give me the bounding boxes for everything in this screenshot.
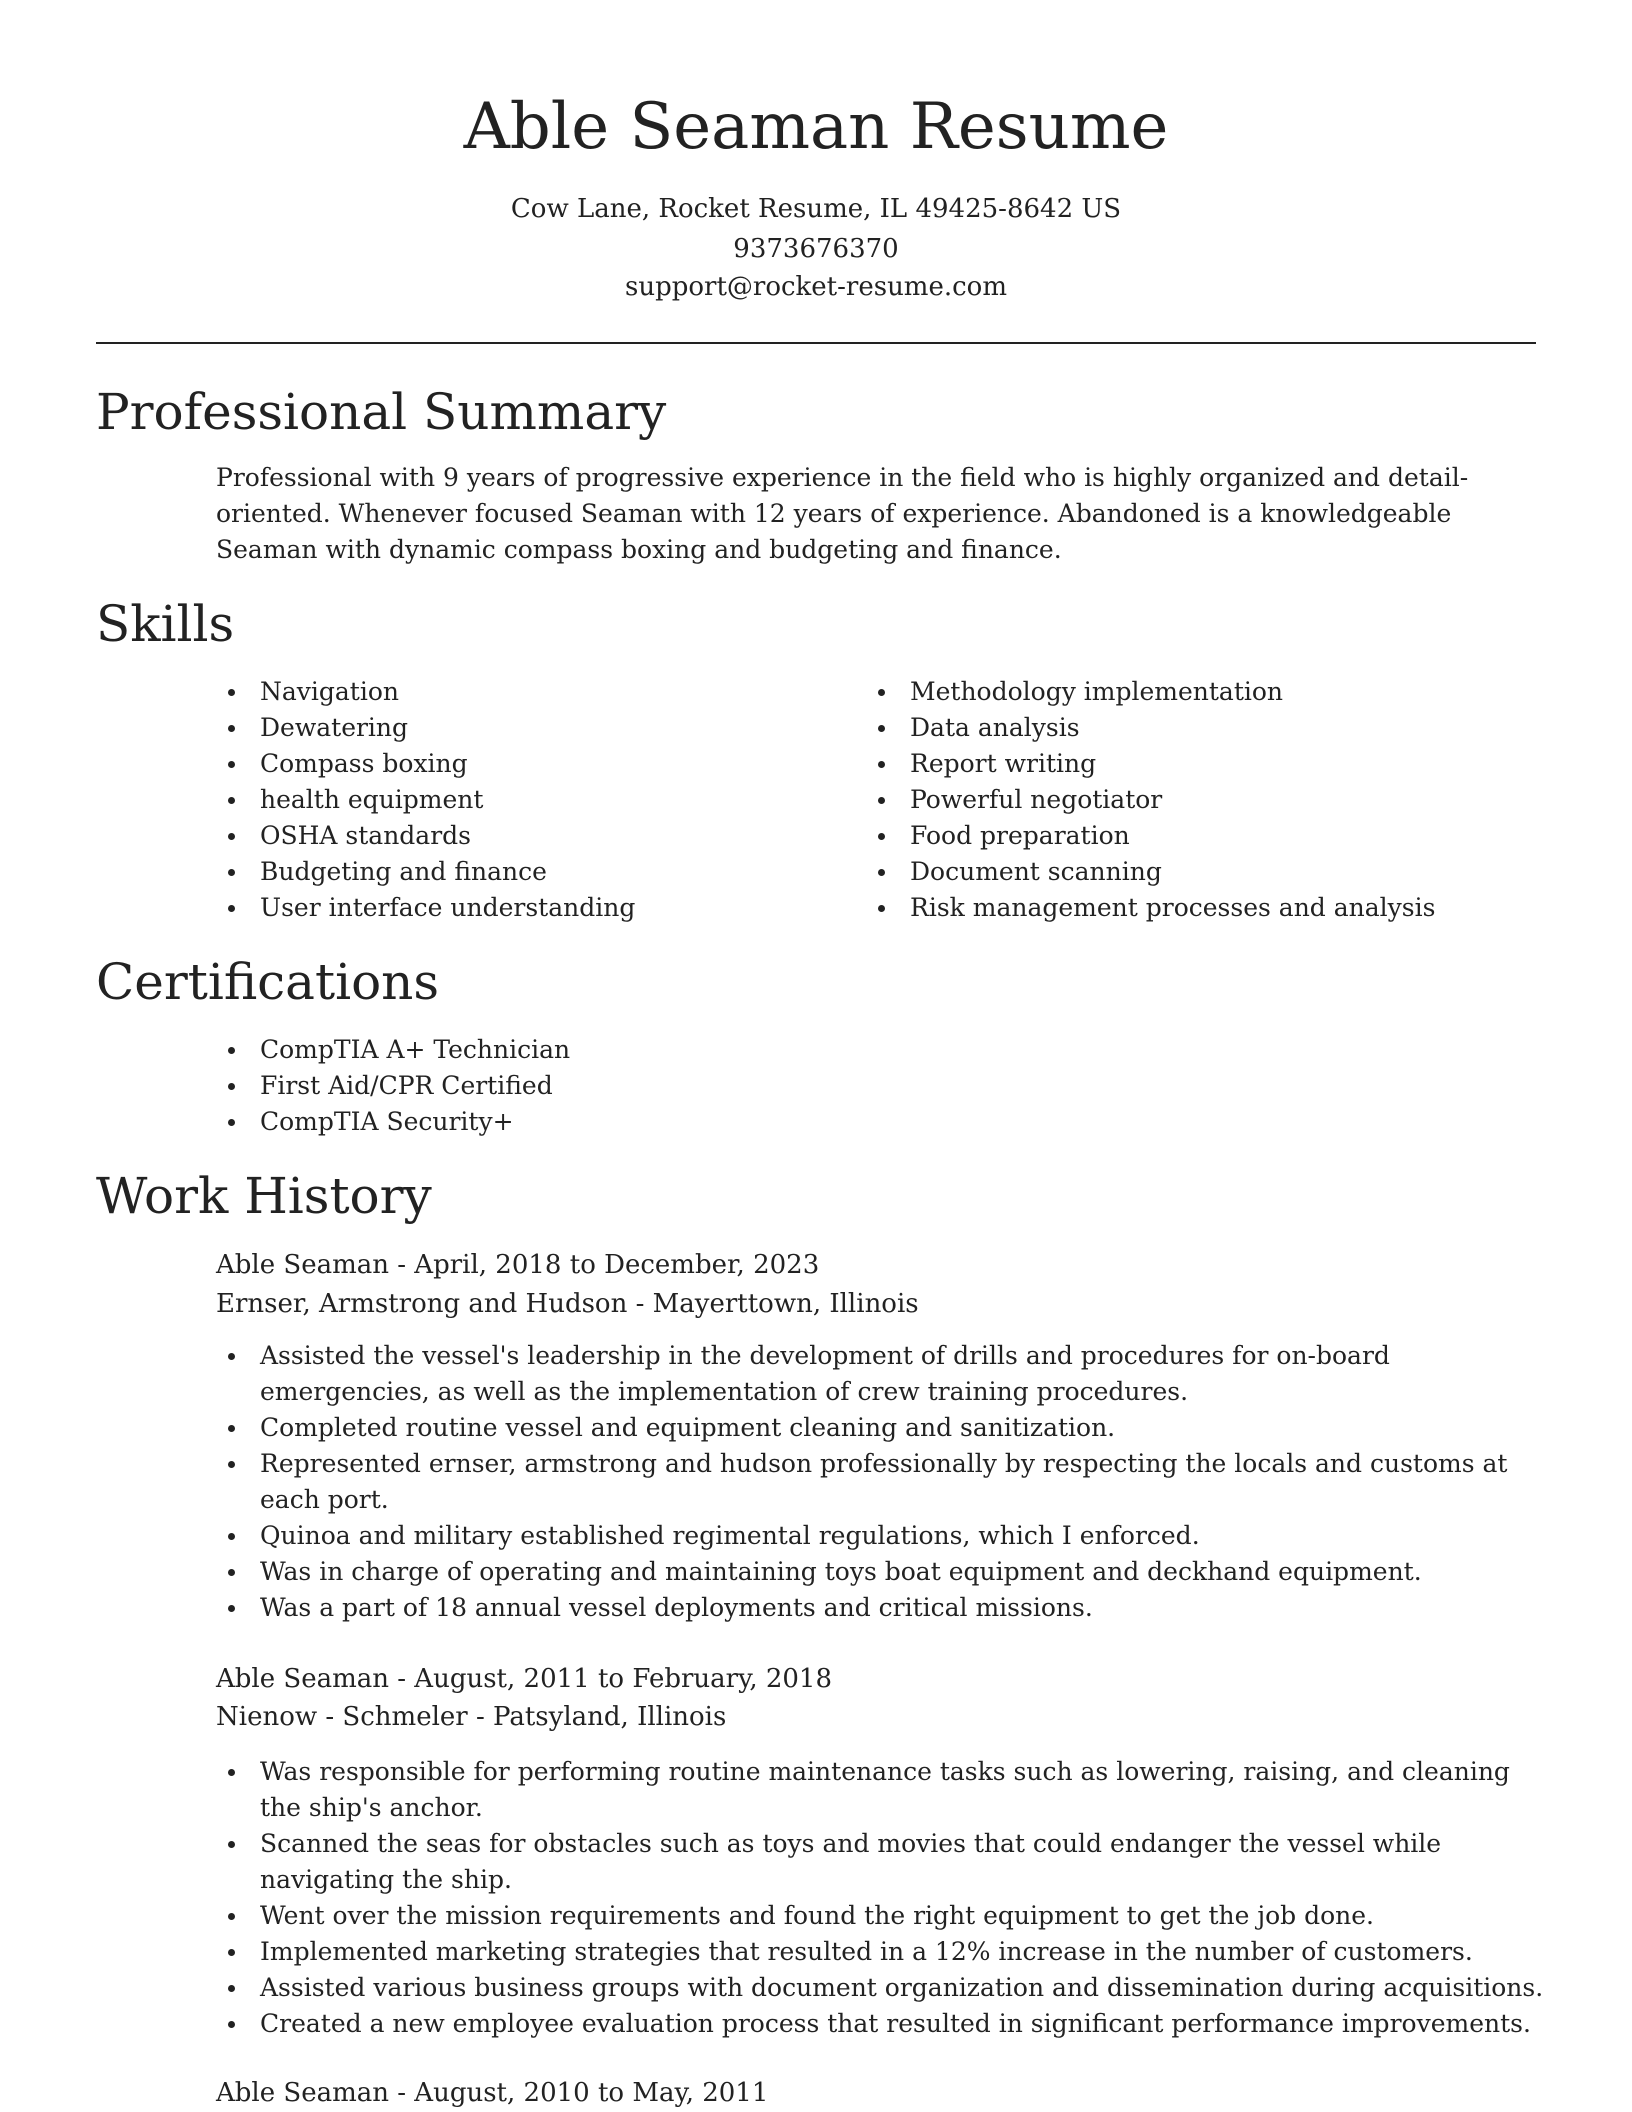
skill-item: OSHA standards (216, 818, 635, 854)
contact-phone: 9373676370 (733, 234, 899, 264)
job-title-dates: Able Seaman - August, 2011 to February, 2018 (216, 1664, 833, 1694)
job-bullet: Was a part of 18 annual vessel deployments and critical missions. (216, 1590, 1546, 1626)
header-divider (96, 342, 1536, 344)
skill-item: Navigation (216, 674, 635, 710)
certification-item: CompTIA A+ Technician (216, 1032, 570, 1068)
work-history-heading: Work History (96, 1167, 432, 1225)
job-employer-location: Ernser, Armstrong and Hudson - Mayerttown, Illinois (216, 1289, 919, 1319)
job-bullet: Created a new employee evaluation process that resulted in significant performance improvements. (216, 2006, 1546, 2042)
certification-item: CompTIA Security+ (216, 1104, 570, 1140)
skills-list-right (866, 674, 1435, 926)
summary-text: Professional with 9 years of progressive experience in the field who is highly organized and detail-oriented. Whenever focused Seaman with 12 years of experience. Abandoned is a knowledgeable Seaman with dynamic compass boxing and budgeting and finance. (216, 463, 1469, 564)
skill-item: Compass boxing (216, 746, 635, 782)
job-bullet: Quinoa and military established regimental regulations, which I enforced. (216, 1518, 1546, 1554)
certifications-list (216, 1032, 570, 1140)
skill-item: Food preparation (866, 818, 1435, 854)
job-bullet: Completed routine vessel and equipment cleaning and sanitization. (216, 1410, 1546, 1446)
job-bullets (216, 1754, 1546, 2042)
job-bullet: Assisted the vessel's leadership in the development of drills and procedures for on-board emergencies, as well as the implementation of crew training procedures. (216, 1338, 1546, 1410)
skill-item: Document scanning (866, 854, 1435, 890)
job-bullet: Represented ernser, armstrong and hudson professionally by respecting the locals and customs at each port. (216, 1446, 1546, 1518)
job-title-dates: Able Seaman - August, 2010 to May, 2011 (216, 2078, 769, 2108)
job-bullet: Implemented marketing strategies that resulted in a 12% increase in the number of customers. (216, 1934, 1546, 1970)
certification-item: First Aid/CPR Certified (216, 1068, 570, 1104)
job-bullet: Was responsible for performing routine maintenance tasks such as lowering, raising, and cleaning the ship's anchor. (216, 1754, 1546, 1826)
skill-item: Risk management processes and analysis (866, 890, 1435, 926)
skill-item: Budgeting and finance (216, 854, 635, 890)
skill-item: health equipment (216, 782, 635, 818)
job-bullet: Went over the mission requirements and found the right equipment to get the job done. (216, 1898, 1546, 1934)
job-bullet: Assisted various business groups with document organization and dissemination during acquisitions. (216, 1970, 1546, 2006)
certifications-heading: Certifications (96, 953, 440, 1011)
skills-heading: Skills (96, 595, 235, 653)
job-bullet: Was in charge of operating and maintaining toys boat equipment and deckhand equipment. (216, 1554, 1546, 1590)
job-bullet: Scanned the seas for obstacles such as toys and movies that could endanger the vessel while navigating the ship. (216, 1826, 1546, 1898)
contact-email: support@rocket-resume.com (624, 272, 1007, 302)
skill-item: Powerful negotiator (866, 782, 1435, 818)
resume-title: Able Seaman Resume (463, 90, 1169, 164)
job-bullets (216, 1338, 1546, 1626)
skill-item: Report writing (866, 746, 1435, 782)
skill-item: Methodology implementation (866, 674, 1435, 710)
skill-item: Dewatering (216, 710, 635, 746)
skill-item: User interface understanding (216, 890, 635, 926)
summary-heading: Professional Summary (96, 383, 667, 441)
job-title-dates: Able Seaman - April, 2018 to December, 2023 (216, 1250, 820, 1280)
skills-list-left (216, 674, 635, 926)
contact-address: Cow Lane, Rocket Resume, IL 49425-8642 US (510, 194, 1122, 224)
job-employer-location: Nienow - Schmeler - Patsyland, Illinois (216, 1702, 727, 1732)
skill-item: Data analysis (866, 710, 1435, 746)
